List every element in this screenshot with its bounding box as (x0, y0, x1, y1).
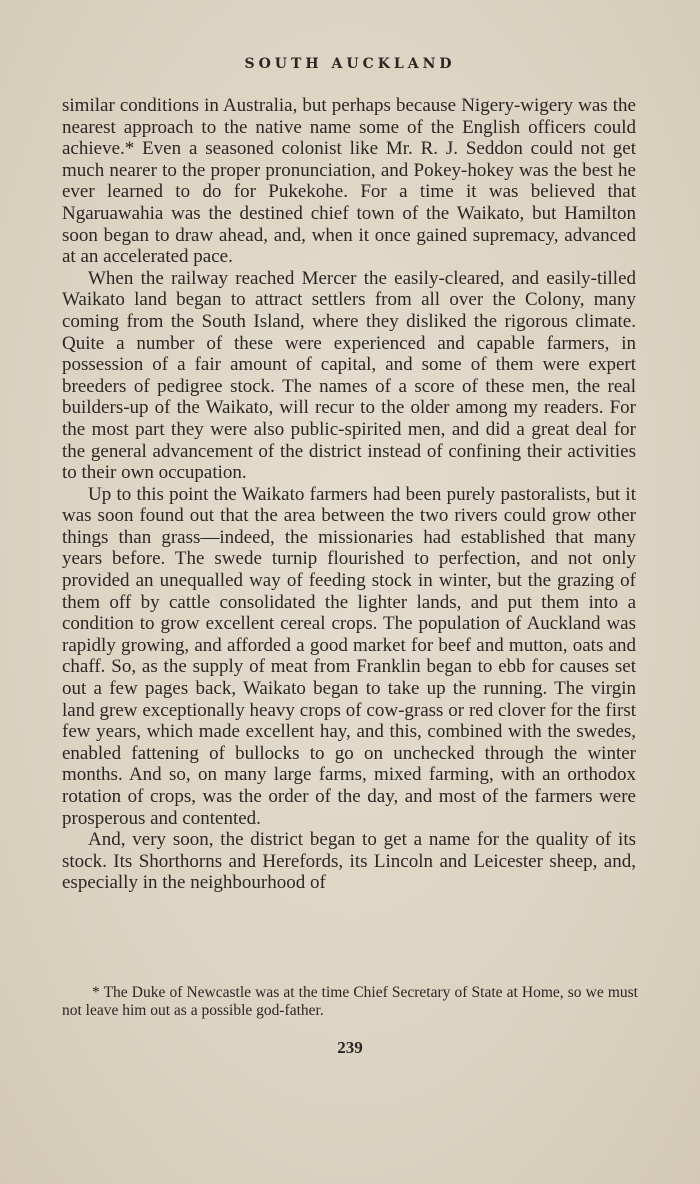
paragraph-farmers: Up to this point the Waikato farmers had been purely pastoralists, but it was soon found out that the area between the two rivers could grow other things than grass—indeed, the missionaries had established that many years before. The swede turnip flourished to perfection, and not only provided an unequalled way of feeding stock in winter, but the grazing of them off by cattle consolidated the lighter lands, and put them into a condition to grow excellent cereal crops. The population of Auckland was rapidly growing, and afforded a good market for beef and mutton, oats and chaff. So, as the supply of meat from Franklin began to ebb for causes set out a few pages back, Waikato began to take up the running. The virgin land grew exceptionally heavy crops of cow-grass or red clover for the first few years, which made excellent hay, and this, combined with the swedes, enabled fattening of bullocks to go on unchecked through the winter months. And so, on many large farms, mixed farming, with an orthodox rotation of crops, was the order of the day, and most of the farmers were prosperous and contented. (62, 483, 636, 829)
footnote: * The Duke of Newcastle was at the time Chief Secretary of State at Home, so we must not leave him out as a possible god-father. (62, 984, 638, 1019)
body-text (62, 95, 636, 894)
paragraph-railway: When the railway reached Mercer the easily-cleared, and easily-tilled Waikato land began to attract settlers from all over the Colony, many coming from the South Island, where they disliked the rigorous climate. Quite a number of these were experienced and capable farmers, in possession of a fair amount of capital, and some of them were expert breeders of pedigree stock. The names of a score of these men, the real builders-up of the Waikato, will recur to the older among my readers. For the most part they were also public-spirited men, and did a great deal for the general advancement of the district instead of confining their activities to their own occupation. (62, 267, 636, 484)
paragraph-continued: similar conditions in Australia, but perhaps because Nigery-wigery was the nearest approach to the native name some of the English officers could achieve.* Even a seasoned colonist like Mr. R. J. Seddon could not get much nearer to the proper pronunciation, and Pokey-hokey was the best he ever learned to do for Pukekohe. For a time it was believed that Ngaruawahia was the destined chief town of the Waikato, but Hamilton soon began to draw ahead, and, when it once gained supremacy, advanced at an accelerated pace. (62, 95, 636, 268)
page-number: 239 (337, 1038, 363, 1057)
paragraph-stock: And, very soon, the district began to get a name for the quality of its stock. Its Shorthorns and Herefords, its Lincoln and Leicester sheep, and, especially in the neighbourhood of (62, 829, 636, 894)
running-head: SOUTH AUCKLAND (244, 56, 456, 72)
